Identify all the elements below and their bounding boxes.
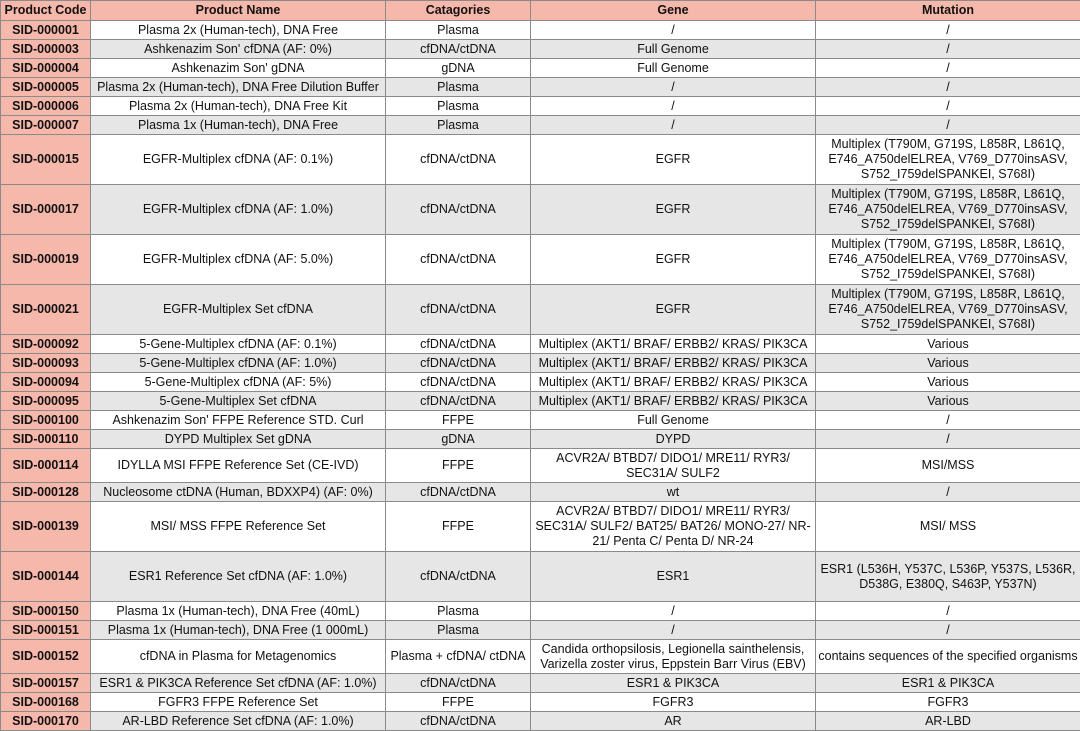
cell-product-code: SID-000015	[1, 135, 91, 185]
cell-product-code: SID-000094	[1, 373, 91, 392]
cell-product-code: SID-000128	[1, 483, 91, 502]
table-row	[1, 78, 1080, 97]
cell-product-name: IDYLLA MSI FFPE Reference Set (CE-IVD)	[91, 449, 386, 483]
cell-product-name: EGFR-Multiplex cfDNA (AF: 1.0%)	[91, 185, 386, 235]
table-row	[1, 59, 1080, 78]
cell-mutation: ESR1 (L536H, Y537C, L536P, Y537S, L536R, D538G, E380Q, S463P, Y537N)	[816, 552, 1080, 602]
cell-gene: EGFR	[531, 235, 816, 285]
cell-gene: /	[531, 621, 816, 640]
cell-gene: /	[531, 602, 816, 621]
table-row	[1, 285, 1080, 335]
table-row	[1, 602, 1080, 621]
cell-gene: ESR1 & PIK3CA	[531, 674, 816, 693]
cell-gene: ACVR2A/ BTBD7/ DIDO1/ MRE11/ RYR3/ SEC31A/ SULF2	[531, 449, 816, 483]
cell-product-code: SID-000005	[1, 78, 91, 97]
cell-category: Plasma + cfDNA/ ctDNA	[386, 640, 531, 674]
header-row	[1, 1, 1080, 21]
cell-category: gDNA	[386, 430, 531, 449]
cell-category: Plasma	[386, 116, 531, 135]
cell-category: cfDNA/ctDNA	[386, 185, 531, 235]
table-row	[1, 552, 1080, 602]
cell-category: FFPE	[386, 502, 531, 552]
table-row	[1, 411, 1080, 430]
cell-category: cfDNA/ctDNA	[386, 392, 531, 411]
cell-product-code: SID-000095	[1, 392, 91, 411]
cell-product-code: SID-000006	[1, 97, 91, 116]
cell-mutation: /	[816, 116, 1080, 135]
table-header	[1, 1, 1080, 21]
cell-product-code: SID-000017	[1, 185, 91, 235]
cell-product-code: SID-000021	[1, 285, 91, 335]
cell-gene: Multiplex (AKT1/ BRAF/ ERBB2/ KRAS/ PIK3CA	[531, 392, 816, 411]
cell-gene: EGFR	[531, 135, 816, 185]
cell-product-name: EGFR-Multiplex Set cfDNA	[91, 285, 386, 335]
cell-mutation: ESR1 & PIK3CA	[816, 674, 1080, 693]
cell-product-name: Plasma 2x (Human-tech), DNA Free Dilution Buffer	[91, 78, 386, 97]
cell-product-name: ESR1 & PIK3CA Reference Set cfDNA (AF: 1.0%)	[91, 674, 386, 693]
table-row	[1, 135, 1080, 185]
cell-category: Plasma	[386, 78, 531, 97]
header-gene: Gene	[531, 1, 816, 21]
cell-gene: Candida orthopsilosis, Legionella sainthelensis, Varizella zoster virus, Eppstein Barr Virus (EBV)	[531, 640, 816, 674]
cell-mutation: contains sequences of the specified organisms	[816, 640, 1080, 674]
cell-product-name: Ashkenazim Son' gDNA	[91, 59, 386, 78]
cell-gene: FGFR3	[531, 693, 816, 712]
cell-category: gDNA	[386, 59, 531, 78]
cell-product-name: EGFR-Multiplex cfDNA (AF: 5.0%)	[91, 235, 386, 285]
cell-mutation: /	[816, 21, 1080, 40]
cell-product-code: SID-000114	[1, 449, 91, 483]
table-row	[1, 116, 1080, 135]
cell-mutation: AR-LBD	[816, 712, 1080, 731]
cell-product-code: SID-000004	[1, 59, 91, 78]
cell-product-code: SID-000152	[1, 640, 91, 674]
cell-gene: /	[531, 21, 816, 40]
cell-product-name: ESR1 Reference Set cfDNA (AF: 1.0%)	[91, 552, 386, 602]
table-row	[1, 712, 1080, 731]
cell-category: FFPE	[386, 693, 531, 712]
cell-product-name: DYPD Multiplex Set gDNA	[91, 430, 386, 449]
table-row	[1, 674, 1080, 693]
cell-product-name: 5-Gene-Multiplex cfDNA (AF: 1.0%)	[91, 354, 386, 373]
table-row	[1, 21, 1080, 40]
cell-product-code: SID-000170	[1, 712, 91, 731]
cell-category: cfDNA/ctDNA	[386, 335, 531, 354]
cell-product-code: SID-000168	[1, 693, 91, 712]
cell-gene: wt	[531, 483, 816, 502]
cell-mutation: Various	[816, 392, 1080, 411]
cell-category: cfDNA/ctDNA	[386, 354, 531, 373]
table-row	[1, 235, 1080, 285]
cell-gene: ESR1	[531, 552, 816, 602]
table-row	[1, 693, 1080, 712]
cell-mutation: Various	[816, 335, 1080, 354]
cell-product-name: Plasma 1x (Human-tech), DNA Free	[91, 116, 386, 135]
table-row	[1, 392, 1080, 411]
cell-product-code: SID-000110	[1, 430, 91, 449]
cell-mutation: MSI/ MSS	[816, 502, 1080, 552]
table-row	[1, 40, 1080, 59]
cell-gene: Multiplex (AKT1/ BRAF/ ERBB2/ KRAS/ PIK3CA	[531, 373, 816, 392]
header-mutation: Mutation	[816, 1, 1080, 21]
cell-mutation: Multiplex (T790M, G719S, L858R, L861Q, E746_A750delELREA, V769_D770insASV, S752_I759delSPANKEI, S768I)	[816, 235, 1080, 285]
cell-product-code: SID-000157	[1, 674, 91, 693]
cell-mutation: /	[816, 430, 1080, 449]
header-product-code: Product Code	[1, 1, 91, 21]
cell-product-name: Plasma 2x (Human-tech), DNA Free	[91, 21, 386, 40]
cell-product-name: cfDNA in Plasma for Metagenomics	[91, 640, 386, 674]
cell-product-name: FGFR3 FFPE Reference Set	[91, 693, 386, 712]
cell-product-code: SID-000007	[1, 116, 91, 135]
cell-product-name: MSI/ MSS FFPE Reference Set	[91, 502, 386, 552]
cell-product-code: SID-000001	[1, 21, 91, 40]
cell-product-name: Ashkenazim Son' FFPE Reference STD. Curl	[91, 411, 386, 430]
table-row	[1, 335, 1080, 354]
table-row	[1, 483, 1080, 502]
cell-product-code: SID-000144	[1, 552, 91, 602]
cell-product-code: SID-000019	[1, 235, 91, 285]
table-row	[1, 185, 1080, 235]
cell-mutation: FGFR3	[816, 693, 1080, 712]
cell-product-name: Plasma 2x (Human-tech), DNA Free Kit	[91, 97, 386, 116]
header-product-name: Product Name	[91, 1, 386, 21]
cell-mutation: /	[816, 40, 1080, 59]
cell-mutation: Various	[816, 373, 1080, 392]
cell-mutation: Various	[816, 354, 1080, 373]
cell-mutation: /	[816, 602, 1080, 621]
cell-gene: Full Genome	[531, 411, 816, 430]
cell-gene: DYPD	[531, 430, 816, 449]
cell-product-name: 5-Gene-Multiplex cfDNA (AF: 0.1%)	[91, 335, 386, 354]
cell-product-name: Plasma 1x (Human-tech), DNA Free (1 000mL)	[91, 621, 386, 640]
cell-category: cfDNA/ctDNA	[386, 135, 531, 185]
cell-gene: /	[531, 97, 816, 116]
cell-category: Plasma	[386, 21, 531, 40]
cell-category: cfDNA/ctDNA	[386, 483, 531, 502]
cell-category: cfDNA/ctDNA	[386, 373, 531, 392]
cell-gene: EGFR	[531, 285, 816, 335]
header-categories: Catagories	[386, 1, 531, 21]
cell-product-name: AR-LBD Reference Set cfDNA (AF: 1.0%)	[91, 712, 386, 731]
table-row	[1, 449, 1080, 483]
cell-product-code: SID-000003	[1, 40, 91, 59]
cell-mutation: /	[816, 621, 1080, 640]
table-row	[1, 502, 1080, 552]
cell-gene: Full Genome	[531, 40, 816, 59]
cell-mutation: Multiplex (T790M, G719S, L858R, L861Q, E746_A750delELREA, V769_D770insASV, S752_I759delSPANKEI, S768I)	[816, 185, 1080, 235]
cell-product-name: 5-Gene-Multiplex cfDNA (AF: 5%)	[91, 373, 386, 392]
cell-product-code: SID-000093	[1, 354, 91, 373]
table-row	[1, 640, 1080, 674]
cell-product-code: SID-000150	[1, 602, 91, 621]
cell-mutation: /	[816, 97, 1080, 116]
cell-mutation: Multiplex (T790M, G719S, L858R, L861Q, E746_A750delELREA, V769_D770insASV, S752_I759delSPANKEI, S768I)	[816, 135, 1080, 185]
cell-product-name: Nucleosome ctDNA (Human, BDXXP4) (AF: 0%)	[91, 483, 386, 502]
cell-mutation: MSI/MSS	[816, 449, 1080, 483]
table-body	[1, 21, 1080, 731]
cell-mutation: /	[816, 483, 1080, 502]
cell-product-code: SID-000092	[1, 335, 91, 354]
cell-category: cfDNA/ctDNA	[386, 235, 531, 285]
cell-product-name: 5-Gene-Multiplex Set cfDNA	[91, 392, 386, 411]
table-row	[1, 354, 1080, 373]
table-row	[1, 97, 1080, 116]
cell-mutation: Multiplex (T790M, G719S, L858R, L861Q, E746_A750delELREA, V769_D770insASV, S752_I759delSPANKEI, S768I)	[816, 285, 1080, 335]
cell-category: FFPE	[386, 449, 531, 483]
cell-category: cfDNA/ctDNA	[386, 552, 531, 602]
cell-gene: Full Genome	[531, 59, 816, 78]
cell-product-code: SID-000151	[1, 621, 91, 640]
cell-product-code: SID-000139	[1, 502, 91, 552]
cell-mutation: /	[816, 59, 1080, 78]
cell-category: Plasma	[386, 602, 531, 621]
cell-gene: EGFR	[531, 185, 816, 235]
cell-category: cfDNA/ctDNA	[386, 674, 531, 693]
cell-product-name: EGFR-Multiplex cfDNA (AF: 0.1%)	[91, 135, 386, 185]
table-row	[1, 621, 1080, 640]
cell-category: cfDNA/ctDNA	[386, 712, 531, 731]
cell-product-name: Ashkenazim Son' cfDNA (AF: 0%)	[91, 40, 386, 59]
cell-category: cfDNA/ctDNA	[386, 285, 531, 335]
cell-category: cfDNA/ctDNA	[386, 40, 531, 59]
cell-category: Plasma	[386, 621, 531, 640]
cell-category: FFPE	[386, 411, 531, 430]
cell-mutation: /	[816, 78, 1080, 97]
cell-category: Plasma	[386, 97, 531, 116]
cell-product-name: Plasma 1x (Human-tech), DNA Free (40mL)	[91, 602, 386, 621]
cell-gene: AR	[531, 712, 816, 731]
table-row	[1, 430, 1080, 449]
cell-gene: Multiplex (AKT1/ BRAF/ ERBB2/ KRAS/ PIK3CA	[531, 354, 816, 373]
table-row	[1, 373, 1080, 392]
cell-mutation: /	[816, 411, 1080, 430]
cell-gene: /	[531, 116, 816, 135]
cell-gene: ACVR2A/ BTBD7/ DIDO1/ MRE11/ RYR3/ SEC31A/ SULF2/ BAT25/ BAT26/ MONO-27/ NR-21/ Penta C/ Penta D/ NR-24	[531, 502, 816, 552]
cell-gene: Multiplex (AKT1/ BRAF/ ERBB2/ KRAS/ PIK3CA	[531, 335, 816, 354]
cell-product-code: SID-000100	[1, 411, 91, 430]
cell-gene: /	[531, 78, 816, 97]
